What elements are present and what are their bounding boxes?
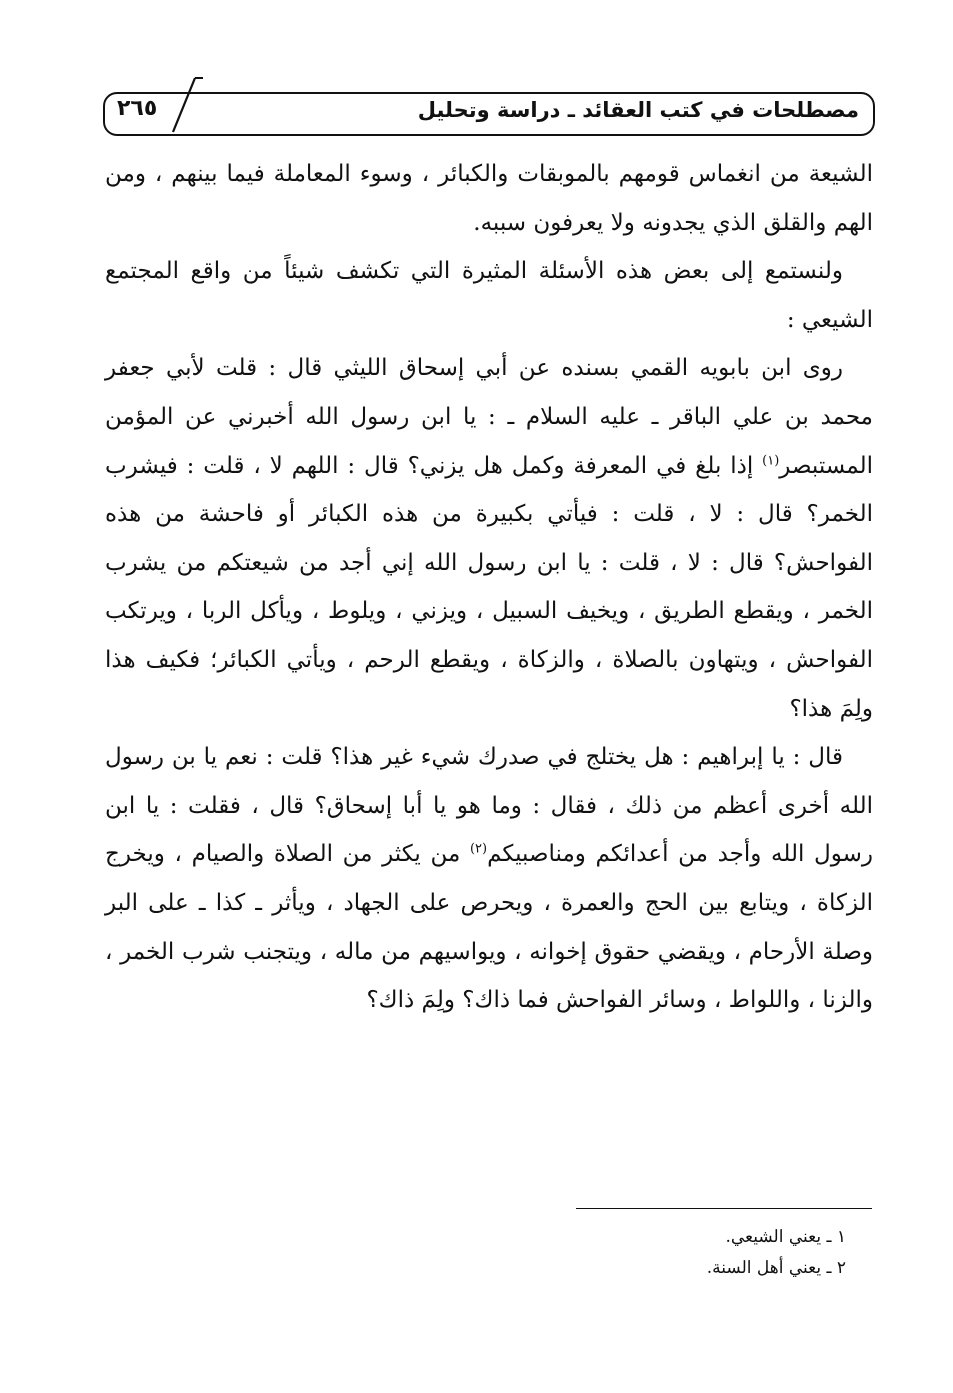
paragraph-3-text-b: إذا بلغ في المعرفة وكمل هل يزني؟ قال : اللهم لا ، قلت : فيشرب الخمر؟ قال : لا ، قلت : فيأتي بكبيرة من هذه الكبائر أو فاحشة من هذه الفواحش؟ قال : لا ، قلت : يا ابن رسول الله إني أجد من شيعتكم من يشرب الخمر ، ويقطع الطريق ، ويخيف السبيل ، ويزني ، ويلوط ، ويأكل الربا ، ويرتكب الفواحش ، ويتهاون بالصلاة ، والزكاة ، ويقطع الرحم ، ويأتي الكبائر؛ فكيف هذا ولِمَ هذا؟: [105, 452, 873, 722]
paragraph-3-text-a: روى ابن بابويه القمي بسنده عن أبي إسحاق الليثي قال : قلت لأبي جعفر محمد بن علي الباقر ـ عليه السلام ـ : يا ابن رسول الله أخبرني عن المؤمن المستبصر: [105, 355, 873, 479]
footnote-ref-1: (١): [762, 452, 780, 468]
paragraph-4-text-a: قال : يا إبراهيم : هل يختلج في صدرك شيء غير هذا؟ قلت : نعم يا بن رسول الله أخرى أعظم من ذلك ، فقال : وما هو يا أبا إسحاق؟ قال ، فقلت : يا ابن رسول الله وأجد من أعدائكم ومناصبيكم: [105, 744, 873, 868]
footnote-separator: [576, 1208, 872, 1209]
page-number-slash-ornament: [165, 76, 203, 138]
book-title: مصطلحات في كتب العقائد ـ دراسة وتحليل: [417, 98, 859, 122]
paragraph-4: [105, 733, 873, 1025]
paragraph-4-text-b: من يكثر من الصلاة والصيام ، ويخرج الزكاة ، ويتابع بين الحج والعمرة ، ويحرص على الجهاد ، ويأثر ـ كذا ـ على البر وصلة الأرحام ، ويقضي حقوق إخوانه ، ويواسيهم من ماله ، ويتجنب شرب الخمر ، والزنا ، واللواط ، وسائر الفواحش فما ذاك؟ ولِمَ ذاك؟: [105, 841, 873, 1014]
page-number: ٢٦٥: [117, 96, 158, 121]
paragraph-3: [105, 344, 873, 733]
main-text: [105, 150, 873, 1025]
footnote-1: ١ ـ يعني الشيعي.: [725, 1227, 846, 1247]
paragraph-2: ولنستمع إلى بعض هذه الأسئلة المثيرة التي تكشف شيئاً من واقع المجتمع الشيعي :: [105, 258, 873, 333]
footnote-ref-2: (٢): [469, 841, 488, 857]
paragraph-1: الشيعة من انغماس قومهم بالموبقات والكبائر ، وسوء المعاملة فيما بينهم ، ومن الهم والقلق الذي يجدونه ولا يعرفون سببه.: [105, 161, 873, 236]
footnote-2: ٢ ـ يعني أهل السنة.: [706, 1258, 846, 1278]
running-header: [103, 88, 873, 140]
footnotes: [560, 1222, 846, 1284]
